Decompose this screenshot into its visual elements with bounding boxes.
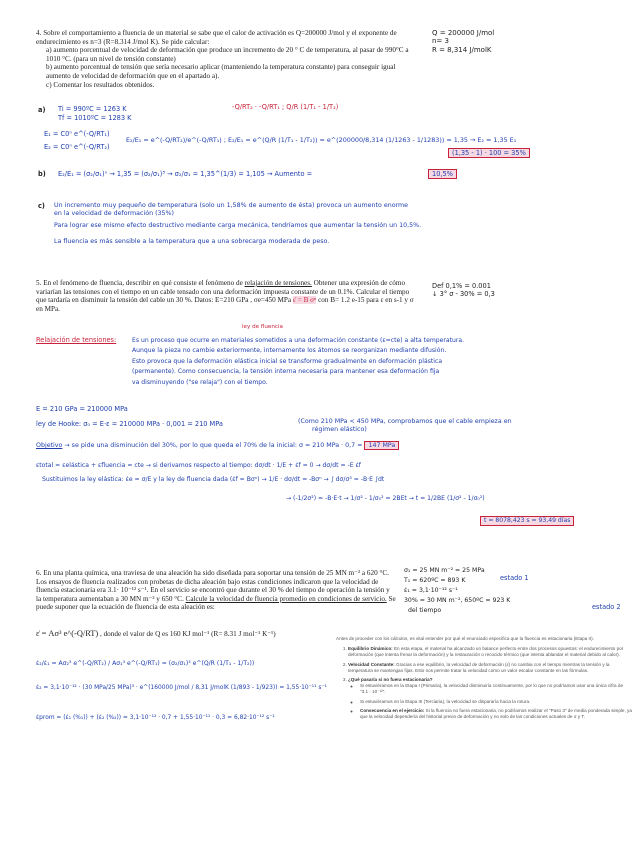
p6-statement-a: 6. En una planta química, una traviesa de una aleación ha sido diseñada para soportar una tensión de 25 MN m⁻² a 620 °C. Los ensayos de fluencia realizados con probetas de dicha aleación bajo estas condiciones indicaron que la velocidad de fluencia estacionaria era 3.1· 10⁻¹² s⁻¹. En el servicio se encontró que durante el 30 % del tiempo de operación la tensión y la temperatura aumentaban a 30 MN m⁻² y 650 °C. [36, 569, 390, 603]
p5-hooke-note-1: (Como 210 MPa < 450 MPa, comprobamos que el cable empieza en [298, 418, 512, 425]
p4-a-t1: Ti = 990ºC = 1263 K [58, 105, 127, 113]
p4-b-main: E₂/E₁ = (σ₂/σ₁)ⁿ → 1,35 = (σ₂/σ₁)³ → σ₂/σ₁ = 1,35^(1/3) = 1,105 → Aumento = [58, 170, 313, 178]
p6-statement [36, 569, 396, 612]
p5-given-2: ↓ 3° σ - 30% = 0,3 [432, 290, 495, 298]
p5-hooke-label: ley de Hooke: [36, 420, 82, 428]
p4-c-line3: Para lograr ese mismo efecto destructivo mediante carga mecánica, tendríamos que aumentar la tensión un 10,5%. [54, 222, 422, 229]
p4-given-r: R = 8,314 J/molK [432, 45, 492, 54]
p6-state1: estado 1 [500, 574, 529, 582]
p6-given-2: T₁ = 620ºC = 893 K [404, 577, 466, 584]
p6-ai-item-3 [348, 677, 632, 720]
p6-statement-b: Se puede suponer que la ecuación de fluencia de esta aleación es: [36, 594, 396, 612]
p6-ai-3c [360, 708, 632, 720]
p6-ai-2: Gracias a ese equilibrio, la velocidad de deformación (ε̇) no cambia con el tiempo mientras la tensión y la temperatura se mantengan fijas. Esto nos permite tratar la velocidad como un valor escalar constante en las fórmulas. [348, 661, 610, 673]
p5-statement [36, 279, 416, 313]
p6-ai-1-title: Equilibrio Dinámico: [348, 646, 393, 652]
p5-hooke-note-2: régimen elástico) [312, 426, 367, 433]
p5-relax-3: Esto provoca que la deformación elástica inicial se transforme gradualmente en deformación plástica [132, 357, 443, 365]
p4-statement-text: 4. Sobre el comportamiento a fluencia de un material se sabe que el calor de activación es Q=200000 J/mol y el exponente de endurecimiento es n=3 (R=8.314 J/mol K). Se pide calcular: [36, 29, 397, 46]
p5-t-result: t = 8078,423 s = 93,49 días [480, 516, 574, 526]
p4-item-c: c) Comentar los resultados obtenidos. [46, 80, 155, 89]
p5-relax-body [132, 336, 464, 388]
p4-c-line4: La fluencia es más sensible a la temperatura que a una sobrecarga moderada de peso. [54, 238, 330, 245]
p6-ai-3-title: ¿Qué pasaría si no fuera estacionaria? [348, 677, 433, 683]
p4-a-eq2: E₂ = C0ⁿ e^(-Q/RT₂) [44, 143, 110, 151]
p6-equation: ε̇ = Aσ³ e^(-Q/RT) [36, 629, 99, 638]
p6-state2: estado 2 [592, 603, 621, 611]
p6-ai-note [336, 636, 632, 723]
p6-ai-intro: Antes de proceder con los cálculos, es vital entender por qué el enunciado especifica que la fluencia es estacionaria (Etapa II). [336, 636, 594, 641]
p6-ai-1: En esta etapa, el material ha alcanzado un balance perfecto entre dos procesos opuestos: el endurecimiento por deformación (que intenta frenar la deformación) y la restauración o recocido térmico (que intenta ablandar el material debido al calor). [348, 646, 624, 658]
p5-relax-1: Es un proceso que ocurre en materiales sometidos a una deformación constante (ε=cte) a alta temperatura. [132, 337, 465, 344]
p4-item-a: a) aumento porcentual de velocidad de deformación que produce un incremento de 20 ° C de temperatura, al pasar de 990°C a 1010 °C. (para un nivel de tensión constante) [46, 46, 409, 63]
p6-ratio-1: ε̇₂/ε̇₁ = Aσ₂³ e^(-Q/RT₂) / Aσ₁³ e^(-Q/RT₁) = (σ₂/σ₁)³ e^(Q/R (1/T₁ - 1/T₂)) [36, 660, 255, 667]
p6-given-4b: del tiempo [408, 607, 442, 614]
p5-objective-result: 147 MPa [364, 441, 399, 450]
p5-relax-label: Relajación de tensiones: [36, 336, 117, 344]
p5-statement-a: 5. En el fenómeno de fluencia, describir en qué consiste el fenómeno de [36, 279, 243, 287]
p4-c-line2: en la velocidad de deformación (35%) [54, 210, 174, 217]
p5-statement-link: relajación de tensiones. [244, 279, 312, 287]
p4-b-result: 10,5% [428, 169, 457, 179]
p4-given-q: Q = 200000 J/mol [432, 29, 495, 37]
p5-objective: → se pide una disminución del 30%, por lo que queda el 70% de la inicial: σ = 210 MPa · 0,7 = [64, 442, 363, 449]
p6-ai-2-title: Velocidad Constante: [348, 661, 395, 667]
p4-a-t2: Tf = 1010ºC = 1283 K [58, 114, 132, 122]
p5-e-line: E = 210 GPa = 210000 MPa [36, 405, 128, 413]
p5-const-2: Sustituimos la ley elástica: ε̇e = σ/E y la ley de fluencia dada (ε̇f = Bσⁿ) → 1/E · dσ/dt = -Bσⁿ → ∫ dσ/σ³ = -B·E ∫dt [42, 476, 385, 483]
p5-relax-5: va disminuyendo ("se relaja") con el tiempo. [132, 378, 268, 386]
p5-given [432, 282, 495, 298]
p4-statement [36, 29, 416, 89]
p6-equation-rest: , donde el valor de Q es 160 KJ mol⁻¹ (R= 8.31 J mol⁻¹ K⁻¹) [99, 630, 276, 638]
p6-avg: ε̇prom = (ε̇₁ (%₁)) + (ε̇₂ (%₂)) = 3,1·10⁻¹² · 0,7 + 1,55·10⁻¹¹ · 0,3 = 6,82·10⁻¹² s⁻¹ [36, 715, 275, 721]
p5-law-rest: con B= 1.2 e-15 para ε en s-1 y σ en MPa. [36, 296, 414, 313]
p6-ai-3a: ◦ Si estuviéramos en la Etapa I (Primaria), la velocidad disminuiría continuamente, por lo que no podríamos usar una única cifra de "3.1 · 10⁻¹²". [360, 683, 632, 695]
p4-a-result: (1,35 - 1) · 100 = 35% [448, 148, 530, 158]
p6-statement-link: Calcule la velocidad de fluencia promedio en condiciones de servicio. [185, 594, 387, 603]
p5-const-1: εtotal = εelástica + εfluencia = cte → si derivamos respecto al tiempo: dσ/dt · 1/E + ε̇f = 0 → dσ/dt = -E ε̇f [36, 462, 361, 469]
p6-ai-item-1 [348, 646, 632, 658]
p4-item-b: b) aumento porcentual de tensión que sería necesario aplicar (manteniendo la temperatura constante) para conseguir igual aumento de velocidad de deformación que en el apartado a). [46, 63, 396, 80]
p6-ai-3c-title: Consecuencia en el ejercicio: [360, 707, 425, 713]
p6-given-3: ε̇₁ = 3,1·10⁻¹² s⁻¹ [404, 587, 458, 594]
p4-a-main: E₂/E₁ = e^(-Q/RT₂)/e^(-Q/RT₁) ; E₂/E₁ = e^(Q/R (1/T₁ - 1/T₂)) = e^(200000/8,314 (1/1263 - 1/1283)) = 1,35 → E₂ = 1,35 E₁ [126, 136, 517, 144]
p6-ai-3b: ◦ Si estuviéramos en la Etapa III (Terciaria), la velocidad se dispararía hacia la rotura. [360, 699, 632, 705]
p6-given [404, 566, 510, 616]
p5-hooke: σ₀ = E·ε = 210000 MPa · 0,001 = 210 MPa [83, 420, 223, 428]
p4-b-label: b) [38, 170, 46, 178]
p4-given [432, 29, 494, 54]
p4-given-n: n= 3 [432, 37, 449, 46]
p5-law-note: ley de fluencia [242, 324, 283, 330]
p6-given-4: 30% = 30 MN m⁻², 650ºC = 923 K [404, 597, 511, 604]
p5-given-1: Def 0,1% = 0.001 [432, 282, 491, 290]
p4-a-red-note: -Q/RT₂ · -Q/RT₁ ; Q/R (1/T₁ - 1/T₂) [232, 103, 339, 111]
p5-law: ε̇ = B σⁿ [292, 296, 317, 305]
p5-relax-2: Aunque la pieza no cambie exteriormente, internamente los átomos se reorganizan mediante difusión. [132, 347, 447, 355]
p5-relax-4: (permanente). Como consecuencia, la tensión interna necesaria para mantener esa deformación fija [132, 368, 440, 376]
p5-objective-label: Objetivo [36, 442, 63, 449]
p4-a-eq1: E₁ = C0ⁿ e^(-Q/RT₁) [44, 130, 110, 138]
p6-ai-3c-text: Si la fluencia no fuera estacionaria, no podríamos realizar el "Paso 3" de media ponderada simple, ya que la velocidad dependería del historial previo de deformación y no solo de las condiciones actuales de σ y T. [360, 707, 632, 720]
p4-c-label: c) [38, 202, 45, 210]
p6-ratio-2: ε̇₂ = 3,1·10⁻¹² · (30 MPa/25 MPa)³ · e^(160000 J/mol / 8,31 J/molK (1/893 - 1/923)) = 1,55·10⁻¹¹ s⁻¹ [36, 685, 327, 691]
p6-ai-item-2 [348, 662, 632, 674]
p5-const-3: → (-1/2σ²) = -B·E·t → 1/σ² - 1/σ₀² = 2BEt → t = 1/2BE (1/σ² - 1/σ₀²) [286, 495, 485, 502]
p4-a-label: a) [38, 106, 46, 114]
p4-c-line1: Un incremento muy pequeño de temperatura (solo un 1,58% de aumento de ésta) provoca un aumento enorme [54, 202, 409, 209]
p5-statement-b: Obtener una expresión de cómo variarían las tensiones con el tiempo en un cable tensado con una deformación impuesta constante de un 0.1%. Calcular el tiempo que tardaría en disminuir la tensión del cable un 30 %. Datos: E=210 GPa , σe=450 MPa [36, 279, 410, 305]
p6-given-1: σ₁ = 25 MN m⁻² = 25 MPa [404, 567, 485, 574]
